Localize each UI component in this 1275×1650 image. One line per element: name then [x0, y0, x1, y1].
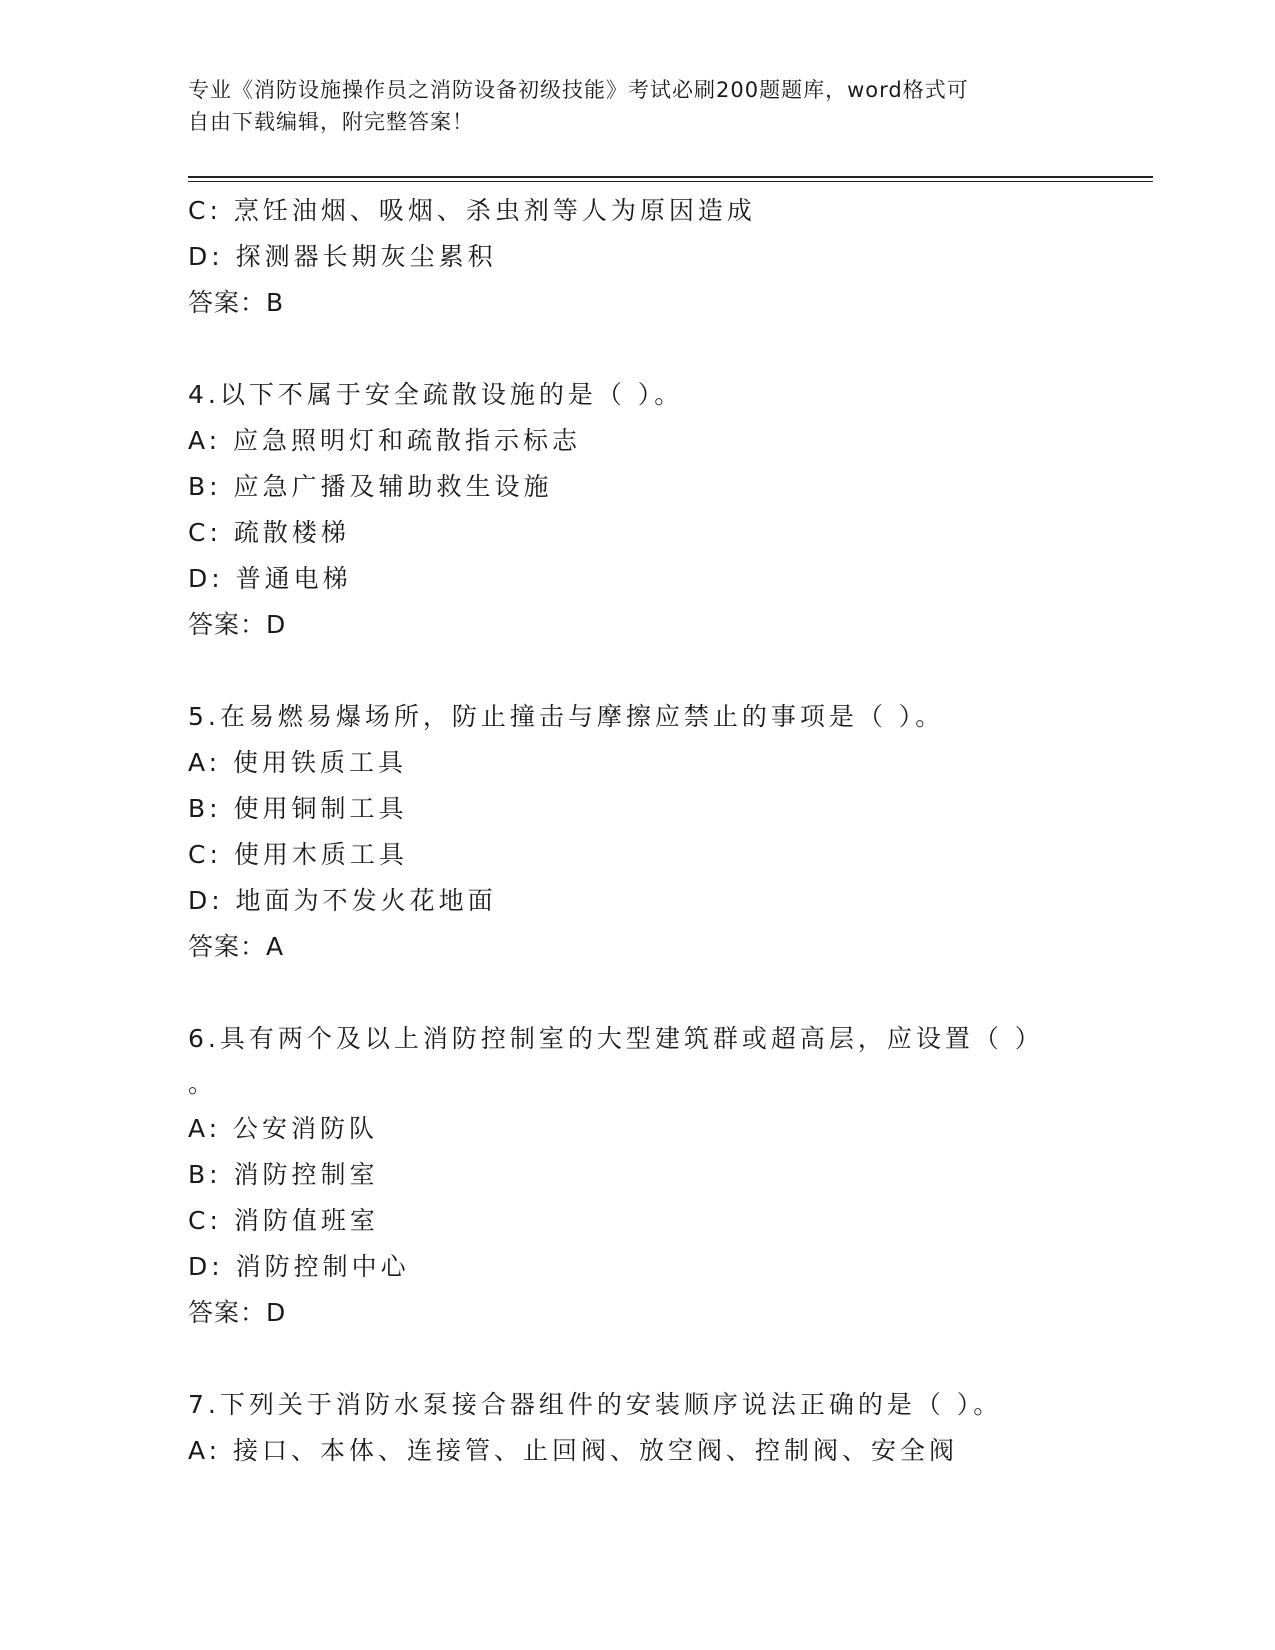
answer-label: 答案：D: [188, 1298, 287, 1327]
header-divider-thick: [188, 176, 1153, 178]
option-c: C: 使用木质工具: [188, 840, 408, 869]
option-c: C: 疏散楼梯: [188, 518, 350, 547]
option-b: B: 应急广播及辅助救生设施: [188, 472, 553, 501]
question-5: [188, 694, 1153, 970]
answer-label: 答案：A: [188, 932, 285, 961]
spacer: [188, 326, 1153, 372]
spacer: [188, 1336, 1153, 1382]
question-4: [188, 372, 1153, 648]
option-d: D: 探测器长期灰尘累积: [188, 242, 497, 271]
question-stem: 4.以下不属于安全疏散设施的是（ ）。: [188, 380, 684, 409]
question-stem: 6.具有两个及以上消防控制室的大型建筑群或超高层，应设置（ ）: [188, 1024, 1044, 1053]
option-a: A: 使用铁质工具: [188, 748, 408, 777]
answer-label: 答案：D: [188, 610, 287, 639]
question-stem-continuation: 。: [188, 1069, 214, 1098]
question-6: [188, 1016, 1153, 1336]
question-7: [188, 1382, 1153, 1474]
question-list: [188, 188, 1153, 1474]
option-d: D: 普通电梯: [188, 564, 352, 593]
spacer: [188, 970, 1153, 1016]
option-a: A: 应急照明灯和疏散指示标志: [188, 426, 582, 455]
header-divider-thin: [188, 181, 1153, 182]
question-partial: [188, 188, 1153, 326]
option-b: B: 消防控制室: [188, 1160, 379, 1189]
option-a: A: 公安消防队: [188, 1114, 379, 1143]
option-c: C: 消防值班室: [188, 1206, 379, 1235]
answer-label: 答案：B: [188, 288, 285, 317]
option-d: D: 地面为不发火花地面: [188, 886, 497, 915]
spacer: [188, 648, 1153, 694]
question-stem: 7.下列关于消防水泵接合器组件的安装顺序说法正确的是（ ）。: [188, 1390, 1003, 1419]
option-b: B: 使用铜制工具: [188, 794, 408, 823]
document-header: 专业《消防设施操作员之消防设备初级技能》考试必刷200题题库，word格式可 自由下载编辑，附完整答案！: [188, 78, 969, 134]
option-a: A: 接口、本体、连接管、止回阀、放空阀、控制阀、安全阀: [188, 1436, 959, 1465]
option-d: D: 消防控制中心: [188, 1252, 410, 1281]
question-stem: 5.在易燃易爆场所，防止撞击与摩擦应禁止的事项是（ ）。: [188, 702, 945, 731]
option-c: C: 烹饪油烟、吸烟、杀虫剂等人为原因造成: [188, 196, 756, 225]
